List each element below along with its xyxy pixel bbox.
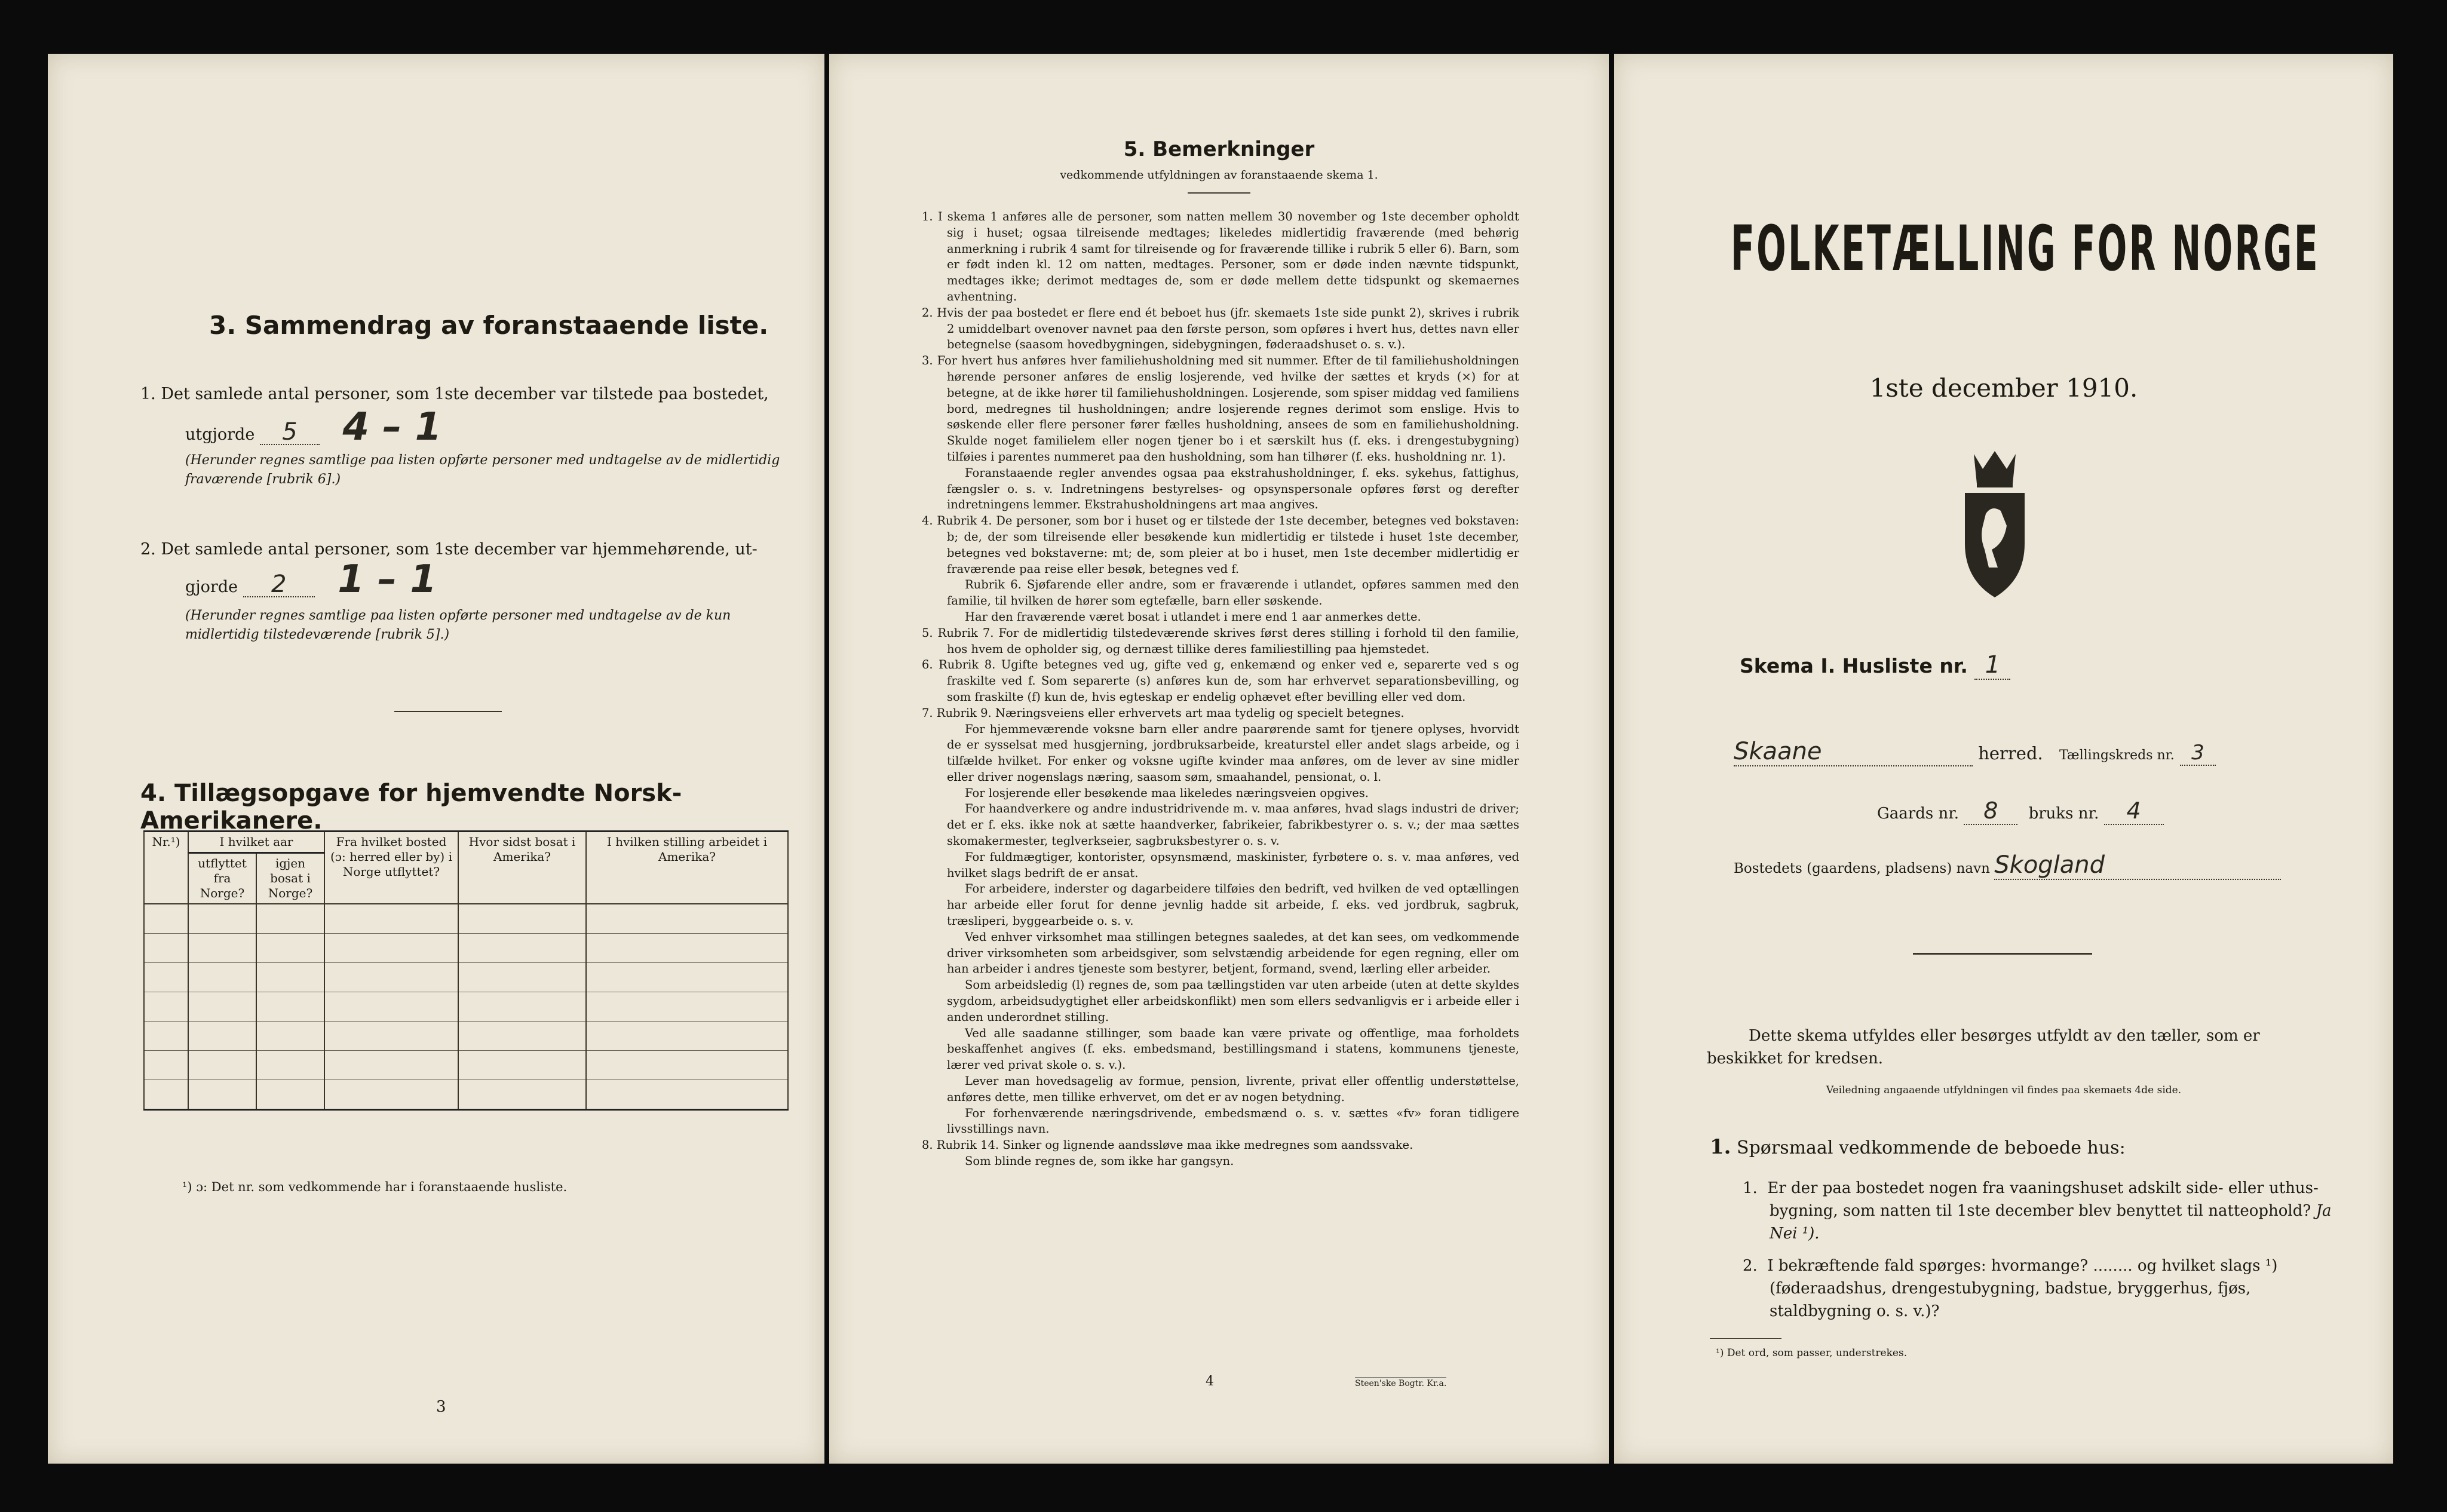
- item2-answer-line: [185, 557, 783, 602]
- ornament-divider: [1913, 953, 2092, 955]
- coat-of-arms-icon: [1950, 448, 2040, 603]
- col-occupation: I hvilken stilling arbeidet i Amerika?: [586, 832, 788, 904]
- page-number-left: 3: [436, 1398, 446, 1416]
- question1-1-text: Er der paa bostedet nogen fra vaaningshuset adskilt side- eller uthus-bygning, som natten til 1ste december blev benyttet til natteophold?: [1767, 1179, 2319, 1220]
- remark-paragraph: For haandverkere og andre industridrivende m. v. maa anføres, hvad slags industri de driver; det er f. eks. ikke nok at sætte haandverker, fabrikeier, fabrikbestyrer o. s. v.; der maa sættes skomakermester, teglverkseier, sagbruksbestyrer o. s. v.: [947, 802, 1519, 848]
- gaards-label: Gaards nr.: [1877, 805, 1960, 823]
- item1-note: (Herunder regnes samtlige paa listen opførte personer med undtagelse av de midlertidig fraværende [rubrik 6].): [185, 453, 780, 487]
- question1-number: 1.: [1710, 1135, 1731, 1159]
- remark-paragraph: 6. Rubrik 8. Ugifte betegnes ved ug, gifte ved g, enkemænd og enker ved e, separerte ved s og fraskilte ved f. Som separerte (s) anføres kun de, som har erhvervet separationsbevilling, og som fraskilte (f) kun de, hvis egteskap er endelig ophævet efter bevilling eller ved dom.: [922, 658, 1519, 704]
- remark-paragraph: Har den fraværende været bosat i utlandet i mere end 1 aar anmerkes dette.: [965, 609, 1421, 624]
- col-last-residence: Hvor sidst bosat i Amerika?: [458, 832, 586, 904]
- remark-paragraph: Rubrik 6. Sjøfarende eller andre, som er fraværende i utlandet, opføres sammen med den familie, til hvilken de hører som egtefælle, barn eller søskende.: [947, 578, 1519, 608]
- schema-label: Skema I. Husliste nr.: [1740, 654, 1968, 677]
- census-title: FOLKETÆLLING FOR NORGE: [1731, 212, 2320, 285]
- herred-label: herred.: [1978, 743, 2043, 763]
- item2-number: 2.: [140, 540, 156, 559]
- remark-paragraph: 7. Rubrik 9. Næringsveiens eller erhvervets art maa tydelig og specielt betegnes.: [922, 706, 1405, 720]
- table-row: [144, 963, 788, 992]
- question1-1-number: 1.: [1743, 1179, 1758, 1197]
- remark-paragraph: 5. Rubrik 7. For de midlertidig tilstedeværende skrives først deres stilling i forhold til den familie, hos hvem de opholder sig, og dernæst tillike deres familiestilling paa hjemstedet.: [922, 625, 1519, 656]
- section4-title: 4. Tillægsopgave for hjemvendte Norsk-Amerikanere.: [140, 780, 682, 835]
- remark-paragraph: For arbeidere, inderster og dagarbeidere tilføies den bedrift, ved hvilken de ved optællingen har arbeide eller forut for denne jevnlig hadde sit arbeide, f. eks. ved jordbruk, sagbruk, træsliperi, byggearbeide o. s. v.: [947, 882, 1519, 928]
- table-row: [144, 992, 788, 1022]
- table-row: [144, 1080, 788, 1110]
- bruks-label: bruks nr.: [2028, 805, 2099, 823]
- section3-item1: [140, 382, 786, 406]
- page-left: [48, 54, 824, 1464]
- remark-paragraph: For forhenværende næringsdrivende, embedsmænd o. s. v. sættes «fv» foran tidligere livsstillings navn.: [947, 1106, 1519, 1136]
- remark-paragraph: 2. Hvis der paa bostedet er flere end ét beboet hus (jfr. skemaets 1ste side punkt 2), skrives i rubrik 2 umiddelbart ovenover navnet paa den første person, som opføres i hvert hus, dettes navn eller betegnelse (saasom hovedbygningen, sidebygningen, føderaadshuset o. s. v.).: [922, 305, 1519, 352]
- section-divider: [394, 711, 502, 712]
- item2-note: (Herunder regnes samtlige paa listen opførte personer med undtagelse av de kun midlertidig tilstedeværende [rubrik 5].): [185, 608, 731, 642]
- remark-paragraph: Foranstaaende regler anvendes ogsaa paa ekstrahusholdninger, f. eks. sykehus, fattighus, fængsler o. s. v. Indretningens bestyrelses- og opsynspersonale opføres først og derefter indretningens lemmer. Ekstrahusholdningens art maa angives.: [947, 465, 1519, 512]
- norsk-amerikanere-table: [143, 830, 789, 1111]
- question1-1: [1743, 1177, 2355, 1245]
- item1-number: 1.: [140, 385, 156, 403]
- col-group-year: I hvilket aar: [188, 832, 324, 853]
- item1-text: Det samlede antal personer, som 1ste december var tilstede paa bostedet,: [161, 385, 769, 403]
- kreds-label: Tællingskreds nr.: [2059, 748, 2175, 763]
- table-row: [144, 904, 788, 934]
- item1-prefix: utgjorde: [185, 425, 255, 444]
- remark-paragraph: For losjerende eller besøkende maa likeledes næringsveien opgives.: [965, 786, 1369, 800]
- item2-correction: 1 – 1: [338, 557, 437, 602]
- col-emigrated: utflyttet fra Norge?: [188, 853, 256, 904]
- remark-paragraph: 3. For hvert hus anføres hver familiehusholdning med sit nummer. Efter de til familiehusholdningen hørende personer anføres de enslig losjerende, ved hvilke der sættes et kryds (×) for at betegne, at de ikke hører til familiehusholdningen. Losjerende, som spiser middag ved familiens bord, medregnes til husholdningen; andre losjerende regnes derimot som enslige. Hvis to søskende eller flere personer fører fælles husholdning, ansees de som en familiehusholdning. Skulde noget familielem eller nogen tjener bo i et særskilt hus (f. eks. i drengestubygning) tilføies i parentes nummeret paa den husholdning, som han tilhører (f. eks. husholdning nr. 1).: [922, 354, 1519, 464]
- remark-paragraph: 4. Rubrik 4. De personer, som bor i huset og er tilstede der 1ste december, betegnes ved bokstaven: b; de, der som tilreisende eller besøkende kun midlertidig er tilstede i huset 1ste december, betegnes ved bokstaverne: mt; de, som pleier at bo i huset, men 1ste december midlertidig er fraværende paa reise eller besøk, betegnes ved f.: [922, 514, 1519, 576]
- right-footnote: ¹) Det ord, som passer, understrekes.: [1716, 1347, 1908, 1359]
- remarks-subtitle: vedkommende utfyldningen av foranstaaende skema 1.: [1060, 168, 1378, 182]
- remark-paragraph: Som arbeidsledig (l) regnes de, som paa tællingstiden var uten arbeide (uten at dette skyldes sygdom, arbeidsudygtighet eller arbeidskonflikt) men som ellers sedvanligvis er i arbeide eller i anden underordnet stilling.: [947, 978, 1519, 1024]
- gaards-value: 8: [1964, 798, 2017, 825]
- remarks-body: [922, 209, 1519, 1170]
- remark-paragraph: 1. I skema 1 anføres alle de personer, som natten mellem 30 november og 1ste december opholdt sig i huset; ogsaa tilreisende medtages; likeledes midlertidig fraværende (med behørig anmerkning i rubrik 4 samt for tilreisende og for fraværende tillike i rubrik 5 eller 6). Barn, som er født inden kl. 12 om natten, medtages. Personer, som er døde inden nævnte tidspunkt, medtages ikke; derimot medtages de, som er døde mellem dette tidspunkt og skemaernes avhentning.: [922, 210, 1519, 303]
- table-row: [144, 1051, 788, 1080]
- question1-heading: [1710, 1135, 2126, 1159]
- census-date: 1ste december 1910.: [1869, 373, 2138, 403]
- item2-text: Det samlede antal personer, som 1ste december var hjemmehørende, ut-: [161, 540, 758, 559]
- husliste-nr: 1: [1974, 651, 2010, 680]
- col-nr: Nr.¹): [144, 832, 188, 904]
- question1-2-number: 2.: [1743, 1257, 1758, 1275]
- item2-value: 2: [243, 572, 315, 597]
- bosted-value: Skogland: [1994, 851, 2281, 880]
- section3-item2: [140, 538, 786, 562]
- bosted-line: [1734, 851, 2281, 880]
- item2-prefix: gjorde: [185, 578, 238, 596]
- instruction-subtext: Veiledning angaaende utfyldningen vil findes paa skemaets 4de side.: [1826, 1084, 2182, 1096]
- section4-footnote: ¹) ɔ: Det nr. som vedkommende har i foranstaaende husliste.: [182, 1180, 568, 1194]
- item1-answer-line: [185, 405, 783, 449]
- bosted-label: Bostedets (gaardens, pladsens) navn: [1734, 861, 1990, 876]
- footnote-rule: [1710, 1338, 1781, 1339]
- item1-value: 5: [260, 420, 320, 445]
- table-row: [144, 934, 788, 963]
- page-middle: [829, 54, 1609, 1464]
- remark-paragraph: For fuldmægtiger, kontorister, opsynsmænd, maskinister, fyrbøtere o. s. v. maa anføres, ved hvilket slags bedrift de er ansat.: [947, 849, 1519, 880]
- page-right: [1614, 54, 2393, 1464]
- gaards-line: [1877, 798, 2164, 825]
- instruction-text: Dette skema utfyldes eller besørges utfyldt av den tæller, som er beskikket for kredsen.: [1707, 1027, 2260, 1068]
- table-row: [144, 1022, 788, 1051]
- remark-paragraph: Ved alle saadanne stillinger, som baade kan være private og offentlige, maa forholdets beskaffenhet angives (f. eks. embedsmand, bestillingsmand i statens, kommunens tjeneste, lærer ved privat skole o. s. v.).: [947, 1026, 1519, 1072]
- remark-paragraph: 8. Rubrik 14. Sinker og lignende aandssløve maa ikke medregnes som aandssvake.: [922, 1138, 1413, 1152]
- question1-2-text: I bekræftende fald spørges: hvormange? ........ og hvilket slags ¹) (føderaadshus, drengestubygning, badstue, bryggerhus, fjøs, staldbygning o. s. v.)?: [1767, 1257, 2278, 1320]
- schema-line: [1740, 651, 2010, 680]
- section3-title: 3. Sammendrag av foranstaaende liste.: [209, 311, 769, 340]
- herred-value: Skaane: [1734, 738, 1973, 766]
- remark-paragraph: Lever man hovedsagelig av formue, pension, livrente, privat eller offentlig understøttelse, anføres dette, men tillike erhvervet, om det er av nogen betydning.: [947, 1074, 1519, 1104]
- kreds-value: 3: [2180, 741, 2216, 766]
- remark-paragraph: Som blinde regnes de, som ikke har gangsyn.: [965, 1154, 1234, 1168]
- col-from-where: Fra hvilket bosted (ɔ: herred eller by) i Norge utflyttet?: [324, 832, 458, 904]
- question1-title: Spørsmaal vedkommende de beboede hus:: [1737, 1137, 2126, 1158]
- remark-paragraph: For hjemmeværende voksne barn eller andre paarørende samt for tjenere oplyses, hvorvidt de er sysselsat med husgjerning, jordbruksarbeide, kreaturstel eller andet slags arbeide, og i tilfælde hvilket. For enker og voksne ugifte kvinder maa anføres, om de lever av sine midler eller driver nogenslags næring, saasom søm, smaahandel, pensionat, o. l.: [947, 722, 1519, 784]
- question1-2: [1743, 1255, 2355, 1323]
- item1-correction: 4 – 1: [342, 405, 442, 449]
- herred-line: [1734, 738, 2216, 766]
- remark-paragraph: Ved enhver virksomhet maa stillingen betegnes saaledes, at det kan sees, om vedkommende driver virksomheten som arbeidsgiver, som selvstændig arbeidende for egen regning, eller om han arbeider i andres tjeneste som bestyrer, betjent, formand, svend, lærling eller arbeider.: [947, 930, 1519, 976]
- question1-1-answer: Ja Nei ¹).: [1770, 1202, 2332, 1243]
- printer-mark: Steen'ske Bogtr. Kr.a.: [1355, 1377, 1446, 1388]
- bruks-value: 4: [2104, 798, 2164, 825]
- page-number-middle: 4: [1206, 1374, 1214, 1389]
- remarks-title: 5. Bemerkninger: [1123, 137, 1315, 161]
- col-returned: igjen bosat i Norge?: [256, 853, 324, 904]
- remarks-divider: [1188, 192, 1250, 194]
